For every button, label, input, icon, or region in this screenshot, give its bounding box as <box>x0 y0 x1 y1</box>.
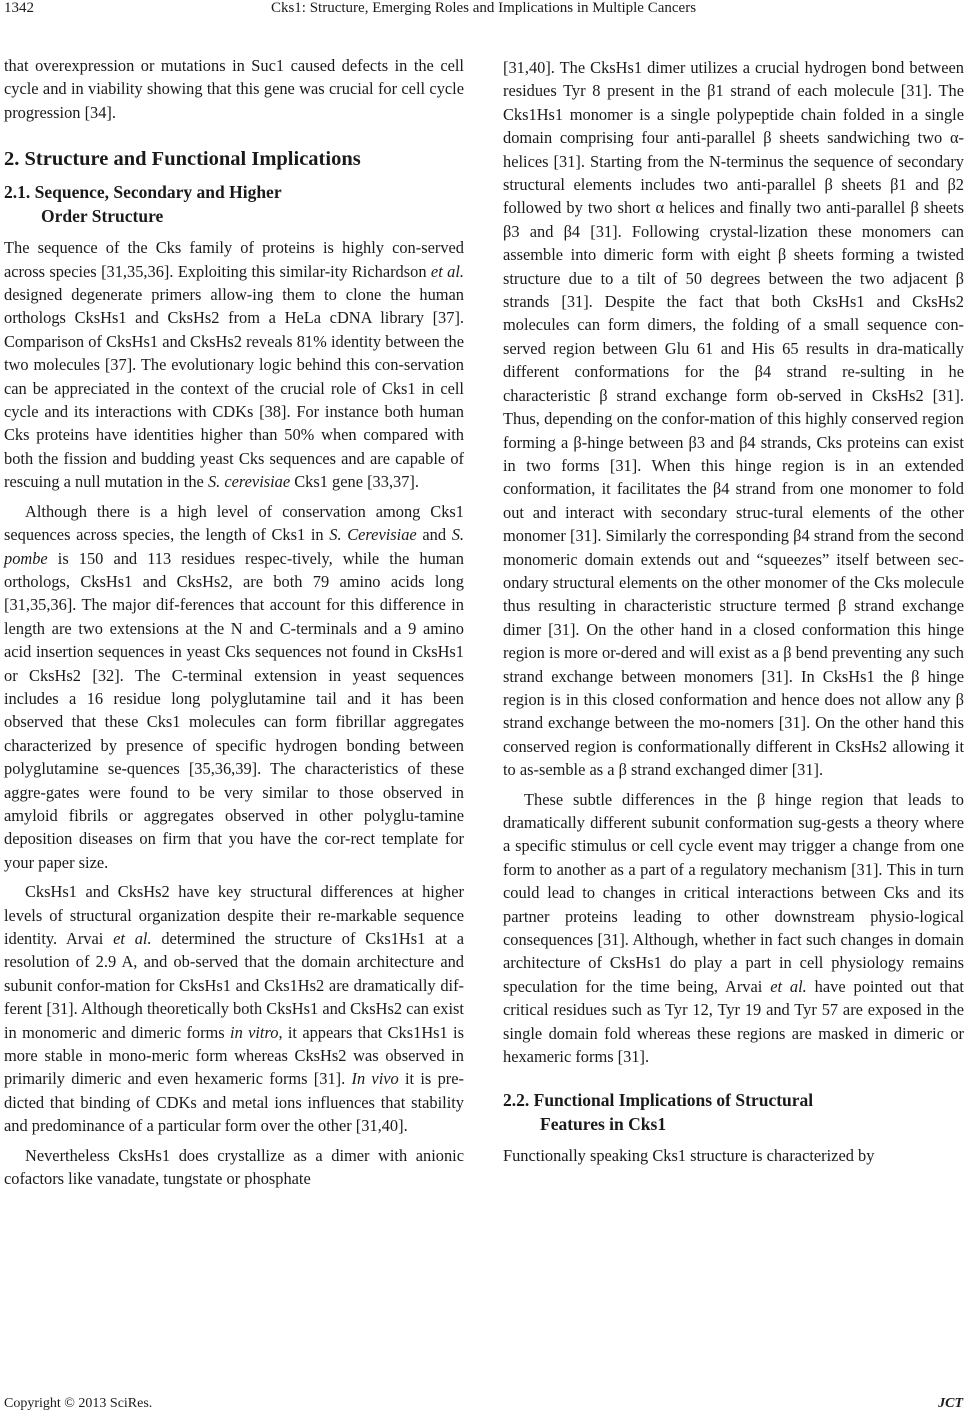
section-heading: 2. Structure and Functional Implications <box>4 148 361 171</box>
paragraph: Functionally speaking Cks1 structure is characterized by <box>503 1146 875 1166</box>
journal-abbreviation: JCT <box>938 1396 963 1411</box>
paragraph: CksHs1 and CksHs2 have key structural differences at higher levels of structural organization despite their re-markable sequence identity. Arvai et al. determined the structure of Cks1Hs1 at a resolution of 2.9 A, and ob-served that the domain architecture and subunit confor-mation for CksHs1 and Cks1Hs2 are dramatically dif-ferent [31]. Although theoretically both CksHs1 and CksHs2 can exist in monomeric and dimeric forms in vitro, it appears that Cks1Hs1 is more stable in mono-meric form whereas CksHs2 was observed in primarily dimeric and even hexameric forms [31]. In vivo it is pre-dicted that binding of CDKs and metal ions influences that stability and predominance of a particular form over the other [31,40]. <box>4 882 464 1136</box>
page-number: 1342 <box>4 0 34 16</box>
right-column <box>503 56 964 1168</box>
paragraph: The sequence of the Cks family of proteins is highly con-served across species [31,35,36]. Exploiting this similar-ity Richardson et al. designed degenerate primers allow-ing them to clone the human orthologs CksHs1 and CksHs2 from a HeLa cDNA library [37]. Comparison of CksHs1 and CksHs2 reveals 81% identity between the two molecules [37]. The evolutionary logic behind this con-servation can be appreciated in the context of the crucial role of Cks1 in cell cycle and its interactions with CDKs [38]. For instance both human Cks proteins have identities higher than 50% when compared with both the fission and budding yeast Cks sequences and are capable of rescuing a null mutation in the S. cerevisiae Cks1 gene [33,37]. <box>4 238 464 492</box>
running-title: Cks1: Structure, Emerging Roles and Implications in Multiple Cancers <box>270 0 697 16</box>
paragraph: These subtle differences in the β hinge region that leads to dramatically different subunit conformation sug-gests a theory where a specific stimulus or cell cycle event may trigger a change from one form to another as a part of a regulatory mechanism [31]. This in turn could lead to changes in critical interactions between Cks and its partner proteins leading to other downstream physio-logical consequences [31]. Although, whether in fact such changes in domain architecture of CksHs1 do play a part in cell physiology remains speculation for the time being, Arvai et al. have pointed out that critical residues such as Tyr 12, Tyr 19 and Tyr 57 are exposed in the single domain fold whereas these regions are masked in dimeric or hexameric forms [31]. <box>503 789 964 1067</box>
page-header <box>0 0 967 28</box>
subsection-heading: 2.1. Sequence, Secondary and Higher Order Structure <box>4 182 282 227</box>
paragraph: [31,40]. The CksHs1 dimer utilizes a crucial hydrogen bond between residues Tyr 8 present in the β1 strand of each molecule [31]. The Cks1Hs1 monomer is a single polypeptide chain folded in a single domain comprising four anti-parallel β sheets sandwiching two α-helices [31]. Starting from the N-terminus the sequence of secondary structural elements includes two anti-parallel β sheets β1 and β2 followed by two short α helices and finally two anti-parallel β sheets β3 and β4 [31]. Following crystal-lization these monomers can assemble into dimeric form with eight β sheets forming a twisted structure due to a tilt of 50 degrees between the two adjacent β strands [31]. Despite the fact that both CksHs1 and CksHs2 molecules can form dimers, the folding of a small sequence con-served region between Glu 61 and His 65 results in dra-matically different conformations for the β4 strand re-sulting in he characteristic β strand exchange form ob-served in CksHs2 [31]. Thus, depending on the confor-mation of this highly conserved region forming a β-hinge between β3 and β4 strands, Cks proteins can exist in two forms [31]. When this hinge region is in an extended conformation, it facilitates the β4 strand from one monomer to fold out and interact with secondary struc-tural elements of the other monomer [31]. Similarly the corresponding β4 strand from the second monomeric domain extends out and “squeezes” itself between sec-ondary structural elements on the other monomer of the Cks molecule thus resulting in characteristic structure termed β strand exchange dimer [31]. On the other hand in a closed conformation this hinge region is more or-dered and will exist as a β bend preventing any such strand exchange between monomers [31]. In CksHs1 the β hinge region is in this closed conformation and hence does not allow any β strand exchange between the mo-nomers [31]. On the other hand this conserved region is conformationally different in CksHs2 allowing it to as-semble as a β strand exchanged dimer [31]. <box>503 58 964 780</box>
page-footer <box>0 1396 967 1414</box>
subsection-heading: 2.2. Functional Implications of Structural Features in Cks1 <box>503 1090 814 1135</box>
paragraph: Although there is a high level of conservation among Cks1 sequences across species, the length of Cks1 in S. Cerevisiae and S. pombe is 150 and 113 residues respec-tively, while the human orthologs, CksHs1 and CksHs2, are both 79 amino acids long [31,35,36]. The major dif-ferences that account for this difference in length are two extensions at the N and C-terminals and a 9 amino acid insertion sequences in yeast Cks sequences not found in CksHs1 or CksHs2 [32]. The C-terminal extension in yeast sequences includes a 16 residue long polyglutamine tail and it has been observed that these Cks1 molecules can form fibrillar aggregates characterized by presence of specific hydrogen bonding between polyglutamine se-quences [35,36,39]. The characteristics of these aggre-gates were found to be very similar to those observed in amyloid fibrils or aggregates observed in other polyglu-tamine deposition diseases on firm that you have the cor-rect template for your paper size. <box>4 501 464 872</box>
paragraph: that overexpression or mutations in Suc1 caused defects in the cell cycle and in viability showing that this gene was crucial for cell cycle progression [34]. <box>4 56 464 122</box>
left-column <box>4 54 464 1190</box>
paragraph: Nevertheless CksHs1 does crystallize as a dimer with anionic cofactors like vanadate, tungstate or phosphate <box>4 1145 464 1189</box>
copyright-notice: Copyright © 2013 SciRes. <box>4 1396 153 1411</box>
